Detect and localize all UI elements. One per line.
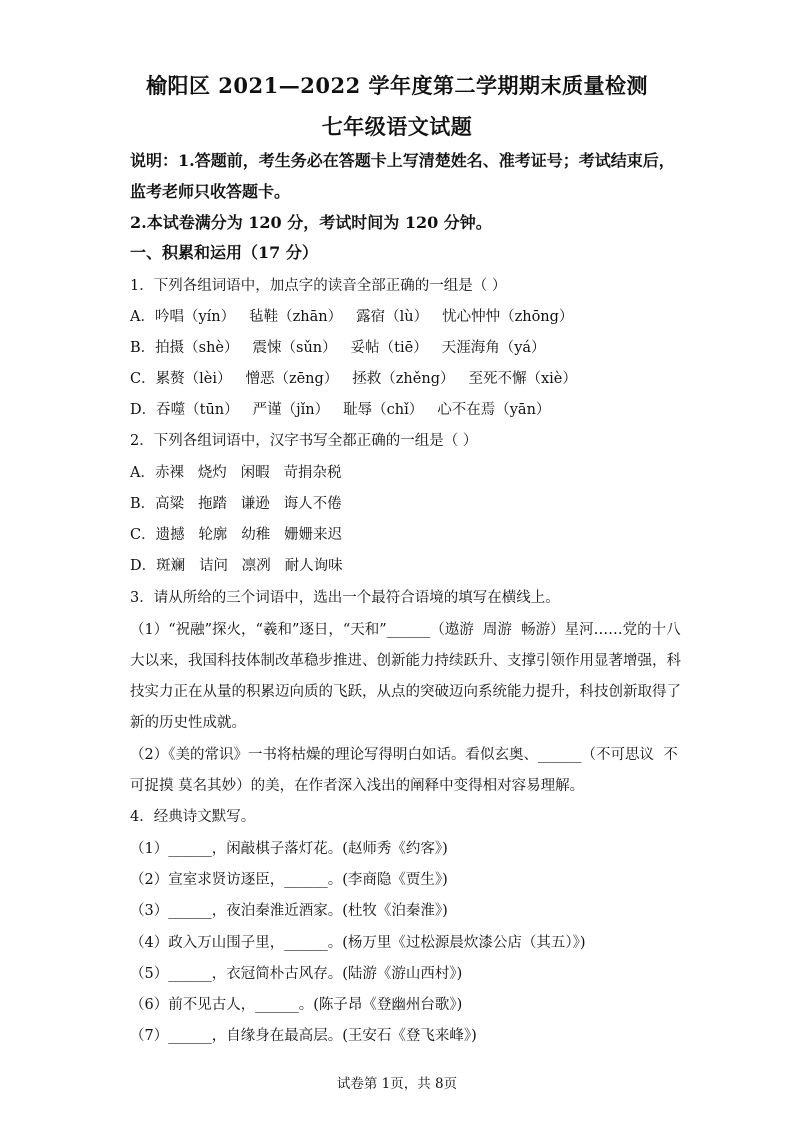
question-2-option-c: C．遗撼 轮廓 幼稚 姗姗来迟 <box>130 527 343 543</box>
question-1-option-a <box>130 307 670 327</box>
note-line-3: 2.本试卷满分为 120 分，考试时间为 120 分钟。 <box>130 213 492 232</box>
question-1-option-d <box>130 400 670 420</box>
question-2-option-b: B．高粱 拖踏 谦逊 诲人不倦 <box>130 496 342 512</box>
exam-title: 榆阳区 2021—2022 学年度第二学期期末质量检测 <box>145 73 648 98</box>
option-term: D．吞噬（tūn） <box>130 402 239 418</box>
question-3-stem: 3．请从所给的三个词语中，选出一个最符合语境的填写在横线上。 <box>130 590 560 606</box>
note-line-2: 监考老师只收答题卡。 <box>130 182 291 201</box>
option-term: 拯救（zhěng） <box>352 371 455 387</box>
question-3-part1-line: 大以来，我国科技体制改革稳步推进、创新能力持续跃升、支撑引领作用显著增强，科 <box>130 653 681 669</box>
option-term: 憎恶（zēng） <box>245 371 339 387</box>
question-3-part1-line: 技实力正在从量的积累迈向质的飞跃，从点的突破迈向系统能力提升，科技创新取得了 <box>130 684 681 700</box>
option-term: 忧心忡忡（zhōng） <box>442 309 574 325</box>
option-term: 震悚（sǔn） <box>252 340 337 356</box>
question-3-part2-line: 可捉摸 莫名其妙）的美，在作者深入浅出的阐释中变得相对容易理解。 <box>130 778 585 794</box>
page-footer: 试卷第 1页，共 8页 <box>336 1076 458 1092</box>
question-2-option-a: A．赤裸 烧灼 闲暇 苛捐杂税 <box>130 465 342 481</box>
question-3-part1-line: 新的历史性成就。 <box>130 715 246 731</box>
note-line-1: 说明：1.答题前，考生务必在答题卡上写清楚姓名、准考证号；考试结束后， <box>130 151 675 170</box>
section-heading: 一、积累和运用（17 分） <box>130 243 318 262</box>
question-4-item: （4）政入万山围子里，______。(杨万里《过松源晨炊漆公店（其五）》) <box>130 935 586 951</box>
option-term: B．拍摄（shè） <box>130 340 239 356</box>
option-term: 至死不懈（xiè） <box>468 371 577 387</box>
question-4-item: （3）______，夜泊秦淮近酒家。(杜牧《泊秦淮》) <box>130 903 448 919</box>
question-2-option-d: D．斑斓 诘问 凛冽 耐人询味 <box>130 558 343 574</box>
option-term: 严谨（jǐn） <box>252 402 330 418</box>
question-3-part2-line: （2）《美的常识》一书将枯燥的理论写得明白如话。看似玄奥、______（不可思议 不 <box>130 747 678 763</box>
question-1-option-c <box>130 369 670 389</box>
option-term: 天涯海角（yá） <box>441 340 546 356</box>
exam-subtitle: 七年级语文试题 <box>321 114 473 139</box>
question-4-item: （7）______，自缘身在最高层。(王安石《登飞来峰》) <box>130 1028 477 1044</box>
question-3-part1-line: （1）“祝融”探火，“羲和”逐日，“天和”______（遨游 周游 畅游）星河……党的十八 <box>130 622 681 638</box>
option-term: C．累赘（lèi） <box>130 371 232 387</box>
question-4-stem: 4．经典诗文默写。 <box>130 809 256 825</box>
question-4-item: （5）______，衣冠简朴古风存。(陆游《游山西村》) <box>130 966 463 982</box>
option-term: 露宿（lù） <box>356 309 429 325</box>
question-4-item: （1）______，闲敲棋子落灯花。(赵师秀《约客》) <box>130 841 448 857</box>
question-2-stem: 2．下列各组词语中，汉字书写全都正确的一组是（ ） <box>130 433 478 449</box>
option-term: A．吟唱（yín） <box>130 309 236 325</box>
question-1-stem: 1．下列各组词语中，加点字的读音全部正确的一组是（ ） <box>130 278 507 294</box>
option-term: 妥帖（tiē） <box>350 340 428 356</box>
option-term: 耻辱（chǐ） <box>343 402 424 418</box>
question-4-item: （2）宣室求贤访逐臣，______。(李商隐《贾生》) <box>130 872 448 888</box>
question-4-item: （6）前不见古人，______。(陈子昂《登幽州台歌》) <box>130 997 463 1013</box>
question-1-option-b <box>130 338 670 358</box>
option-term: 心不在焉（yān） <box>437 402 551 418</box>
option-term: 毡鞋（zhān） <box>249 309 343 325</box>
